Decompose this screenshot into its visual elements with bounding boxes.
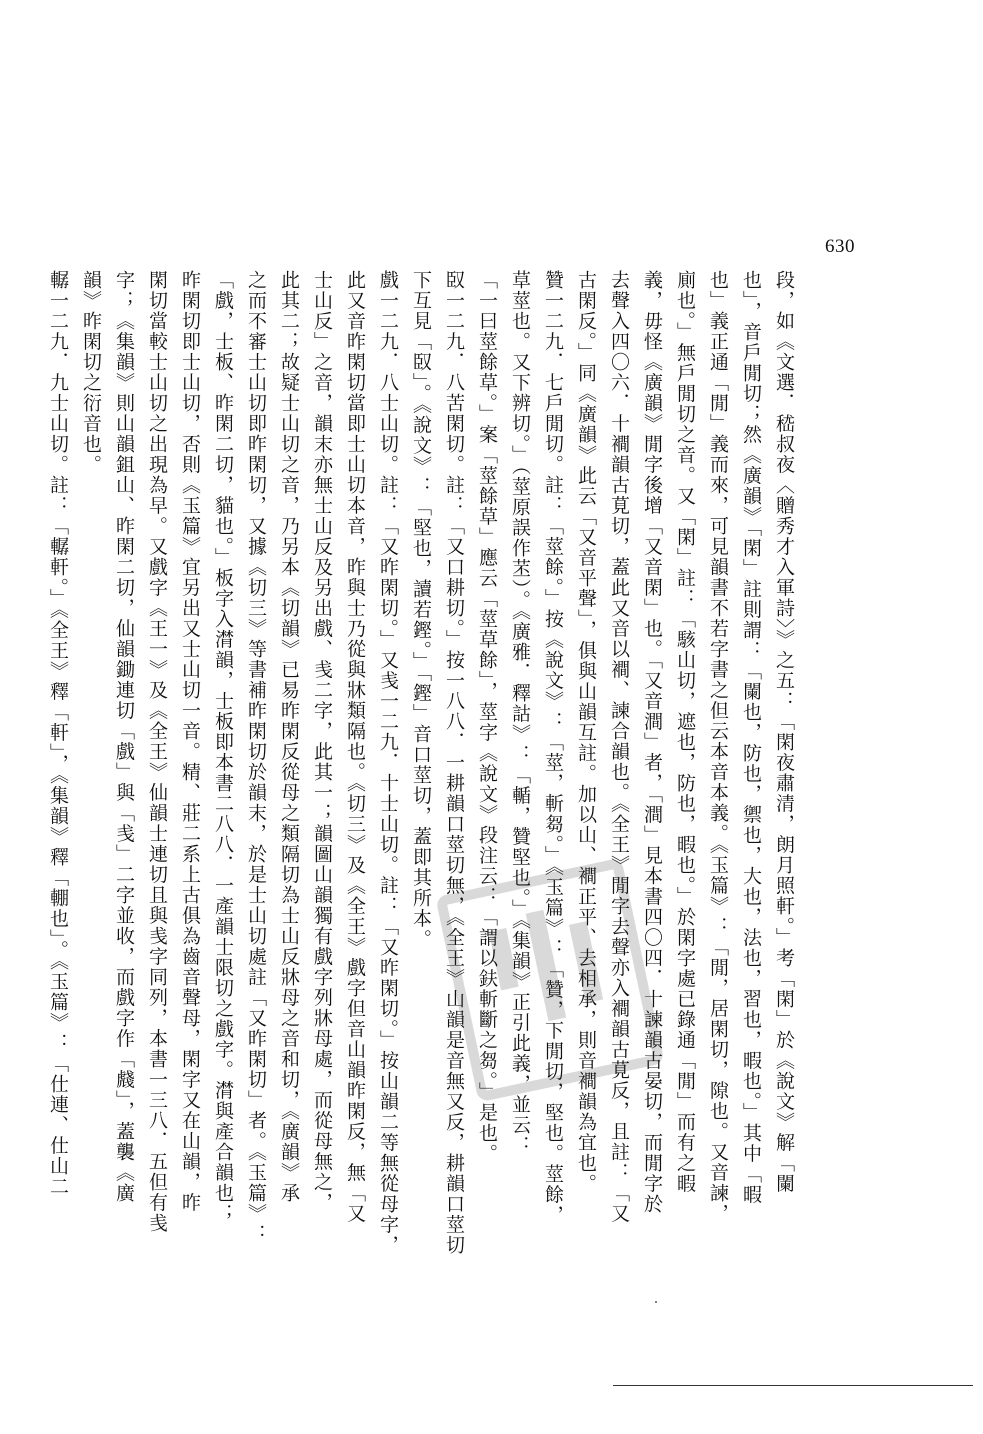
text-line: 此其二；故疑士山切之音，乃另本《切韻》已易昨閑反從母之類隔切為士山反牀母之音和切，《廣韻》承: [278, 270, 300, 1204]
text-line: 段，如《文選．嵇叔夜〈贈秀才入軍詩〉》之五：「閑夜肅清，朗月照軒。」考「閑」於《說文》解「闌: [773, 270, 795, 1194]
scan-speck: [655, 1301, 657, 1303]
text-line: 去聲入四〇六．十襇韻古莧切，蓋此又音以襇、諫合韻也。《全王》閒字去聲亦入襇韻古莧反，且註：「又: [608, 270, 630, 1224]
text-line: 「一曰莖餘草。」案「莖餘草」應云「莖草餘」，莖字《說文》段注云：「謂以鈇斬斷之芻。」是也。: [476, 270, 498, 1164]
text-line: 昨閑切即士山切，否則《玉篇》宜另出又士山切一音。精、莊二系上古俱為齒音聲母，閑字又在山韻，昨: [179, 270, 201, 1213]
text-line: 也」，音戶閒切；然《廣韻》「閑」註則謂：「闌也，防也，禦也，大也，法也，習也，暇也。」其中「暇: [740, 270, 762, 1205]
text-line: 廁也。」無戶閒切之音。又「閑」註：「駭山切，遮也，防也，暇也。」於閑字處已錄通「閒」而有之暇: [674, 270, 696, 1194]
text-line: 此又音昨閑切當即士山切本音，昨與士乃從與牀類隔也。《切三》及《全王》戲字但音山韻昨閑反，無「又: [344, 270, 366, 1224]
text-line: 下互見「臤」。《說文》：「堅也，讀若鏗。」「鏗」音口莖切，蓋即其所本。: [410, 270, 432, 950]
entry-line: 臤一二九．八苦閑切。註：「又口耕切。」按一八八．一耕韻口莖切無，《全王》山韻是音無又反，耕韻口莖切: [443, 270, 465, 1256]
text-line: 韻》昨閑切之衍音也。: [80, 270, 102, 475]
text-line: 閑切當較士山切之出現為早。又戲字《王一》及《全王》仙韻士連切且與㦮字同列，本書一三八．五但有㦮: [146, 270, 168, 1234]
text-line: 字；《集韻》則山韻鉏山、昨閑二切，仙韻鋤連切「戲」與「㦮」二字並收，而戲字作「虥」，蓋襲《廣: [113, 270, 135, 1204]
text-line: 義，毋怪《廣韻》閒字後增「又音閑」也。「又音澗」者，「澗」見本書四〇四．十諫韻古晏切，而閒字於: [641, 270, 663, 1215]
bottom-rule: [613, 1385, 973, 1386]
text-line: 古閑反。」同《廣韻》此云「又音平聲」，俱與山韻互註。加以山、襇正平、去相承，則音襇韻為宜也。: [575, 270, 597, 1194]
page-number: 630: [825, 236, 855, 257]
text-line: 之而不審士山切即昨閑切，又據《切三》等書補昨閑切於韻末，於是士山切處註「又昨閑切」者。《玉篇》：: [245, 270, 267, 1245]
entry-line: 轏一二九．九士山切。註：「轏軒。」《全王》釋「軒」，《集韻》釋「輣也」。《玉篇》：「仕連、仕山二: [47, 270, 69, 1197]
vertical-text-body: [47, 270, 800, 1256]
entry-line: 戲一二九．八士山切。註：「又昨閑切。」又㦮一二九．十士山切。註：「又昨閑切。」按山韻二等無從母字，: [377, 270, 399, 1256]
text-line: 「戲，士板、昨閑二切，貓也。」板字入潸韻，士板即本書二八八．一產韻士限切之戲字。潸與產合韻也；: [212, 270, 234, 1224]
entry-line: 贊一二九．七戶閒切。註：「莖餘。」按《說文》：「莖，斬芻。」《玉篇》：「贊，下閒切，堅也。莖餘，: [542, 270, 564, 1226]
text-line: 士山反」之音，韻末亦無士山反及另出戲、㦮二字，此其一；韻圖山韻獨有戲字列牀母處，而從母無之，: [311, 270, 333, 1213]
text-line: 草莖也。又下辨切。」（莖原誤作苤）。《廣雅．釋詁》：「輴，贊堅也。」《集韻》正引此義，並云：: [509, 270, 531, 1156]
text-line: 也」義正通「閒」義而來，可見韻書不若字書之但云本音本義。《玉篇》：「閒，居閑切，隙也。又音諫，: [707, 270, 729, 1224]
